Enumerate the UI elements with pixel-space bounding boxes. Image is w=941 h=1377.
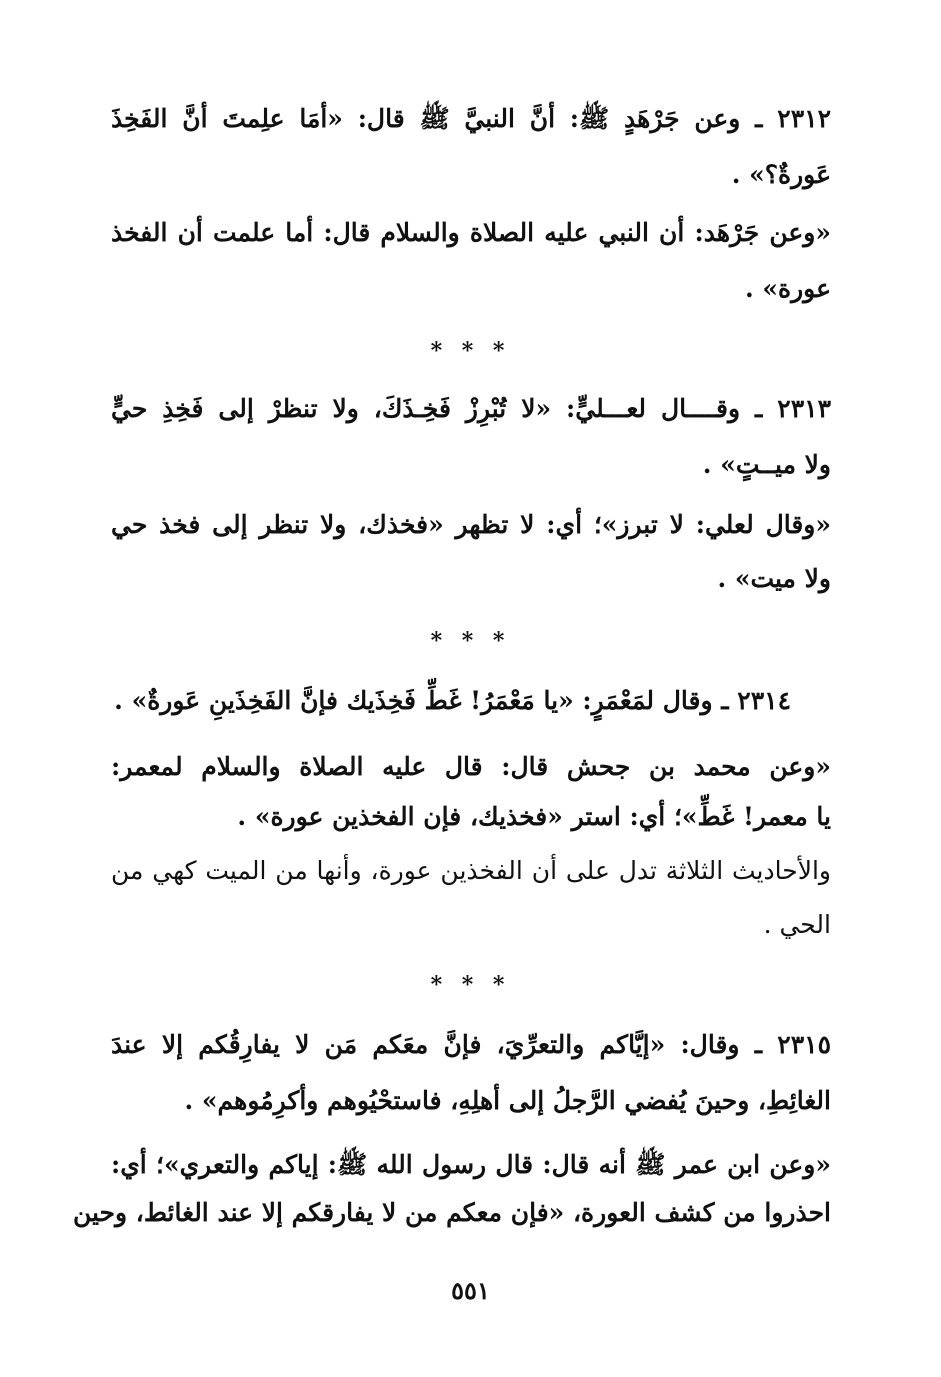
section-separator: * * * [430,972,511,998]
section-separator: * * * [430,338,511,364]
hadith-2315-line-1: ٢٣١٥ ـ وقال: «إيَّاكم والتعرِّيَ، فإنَّ معَكم مَن لا يفارِقُكم إلا عندَ [111,1030,831,1059]
hadith-2312-line-1: ٢٣١٢ ـ وعن جَرْهَدٍ ﷺ: أنَّ النبيَّ ﷺ قال: «أمَا علِمتَ أنَّ الفَخِذَ [111,104,831,133]
hadith-2313-line-2: ولا ميــتٍ» . [702,450,831,479]
commentary-2314-line-2: يا معمر! غَطِّ»؛ أي: استر «فخذيك، فإن الفخذين عورة» . [237,802,831,831]
commentary-2312-line-1: «وعن جَرْهَد: أن النبي عليه الصلاة والسلام قال: أما علمت أن الفخذ [111,218,831,247]
hadith-2315-line-2: الغائِطِ، وحينَ يُفضي الرَّجلُ إلى أهلِهِ، فاستحْيُوهم وأكرِمُوهم» . [184,1086,831,1115]
hadith-2314-line-1: ٢٣١٤ ـ وقال لمَعْمَرٍ: «يا مَعْمَرُ! غَطِّ فَخِذَيك فإنَّ الفَخِذَينِ عَورةٌ» . [114,686,791,715]
commentary-2315-line-1: «وعن ابن عمر ﷺ أنه قال: قال رسول الله ﷺ: إياكم والتعري»؛ أي: [111,1150,831,1179]
commentary-2312-line-2: عورة» . [744,274,831,303]
hadith-2313-line-1: ٢٣١٣ ـ وقــــال لعـــليٍّ: «لا تُبْرِزْ فَخِـذَكَ، ولا تنظرْ إلى فَخِذِ حيٍّ [111,394,832,423]
commentary-2314-line-1: «وعن محمد بن جحش قال: قال عليه الصلاة والسلام لمعمر: [111,752,831,781]
commentary-2313-line-1: «وقال لعلي: لا تبرز»؛ أي: لا تظهر «فخذك، ولا تنظر إلى فخذ حي [111,510,831,539]
commentary-2313-line-2: ولا ميت» . [717,564,831,593]
note-2314-line-1: والأحاديث الثلاثة تدل على أن الفخذين عورة، وأنها من الميت كهي من [111,856,831,885]
hadith-2312-line-2: عَورةٌ؟» . [731,160,831,189]
commentary-2315-line-2: احذروا من كشف العورة، «فإن معكم من لا يفارقكم إلا عند الغائط، وحين [72,1198,831,1227]
note-2314-line-2: الحي . [763,910,831,939]
page-number: ٥٥١ [451,1276,490,1305]
section-separator: * * * [430,628,511,654]
